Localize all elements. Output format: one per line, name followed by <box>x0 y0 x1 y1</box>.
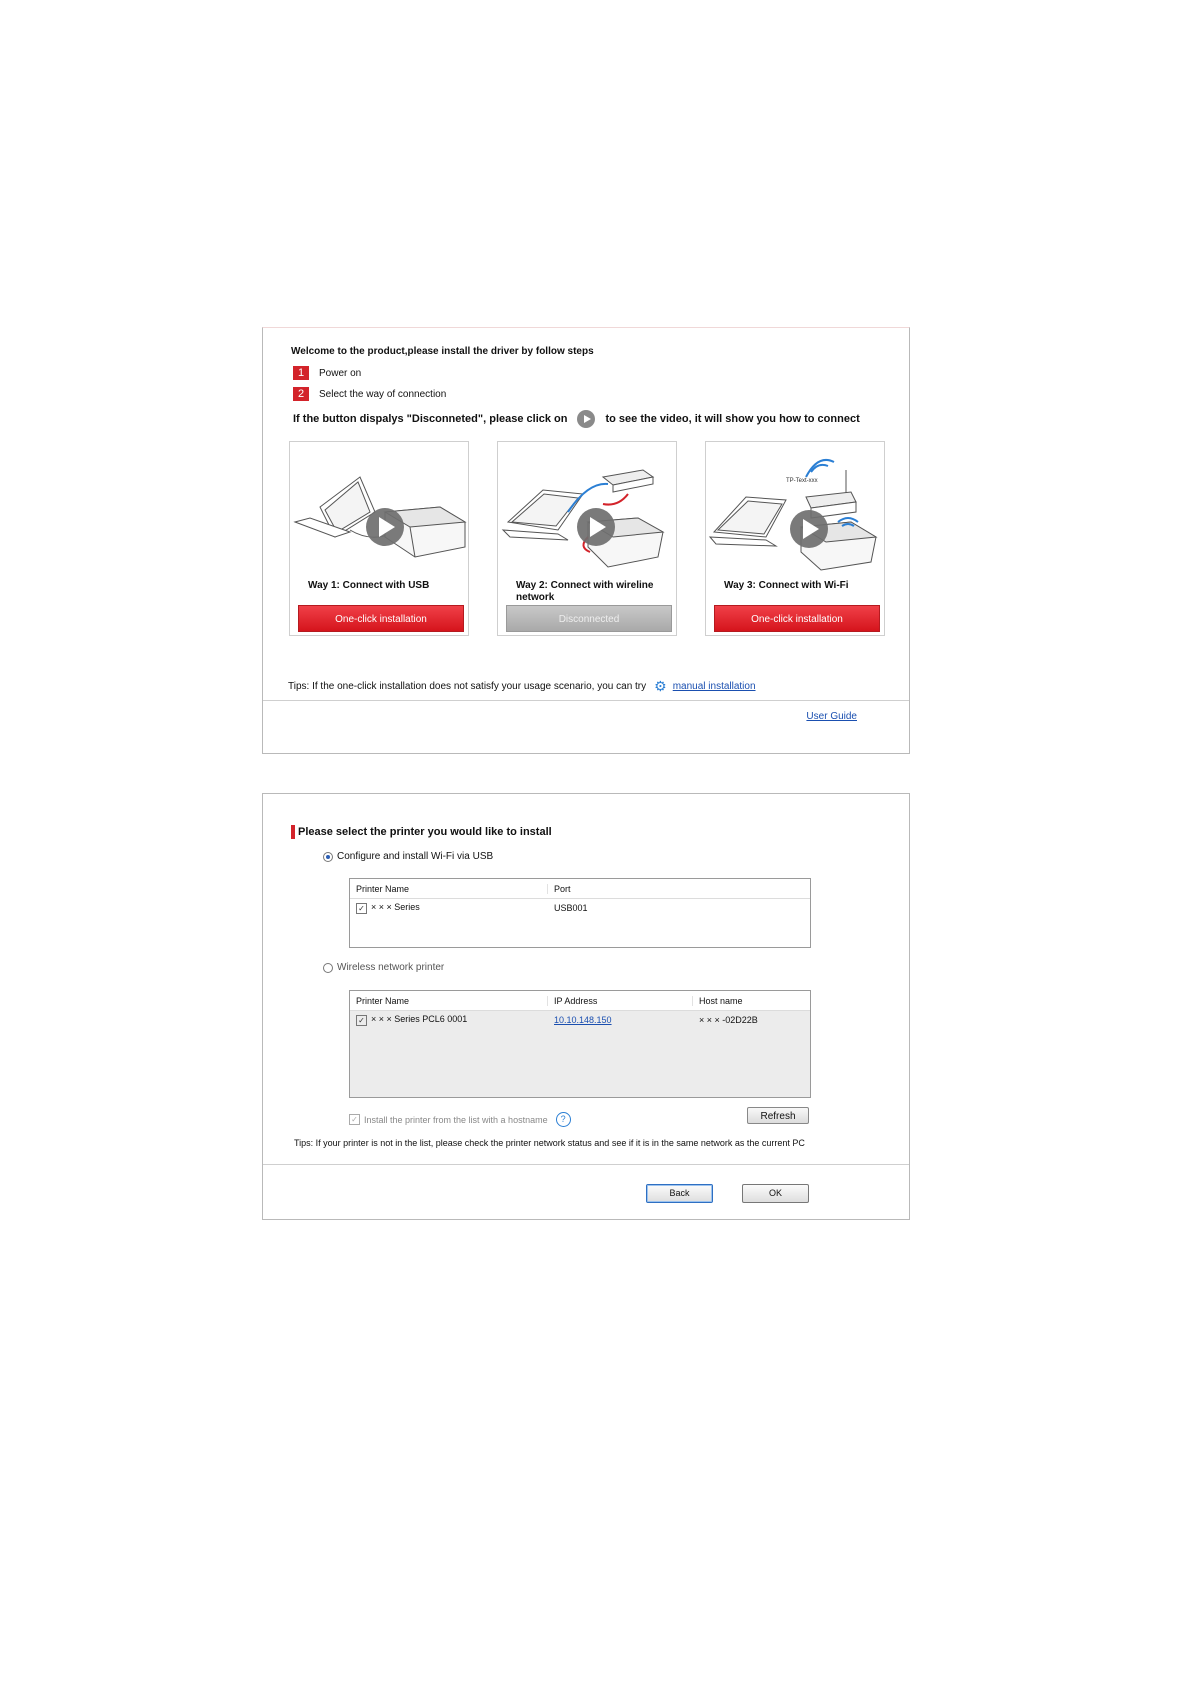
row-checkbox[interactable]: ✓ <box>356 903 367 914</box>
step-label: Select the way of connection <box>319 388 447 400</box>
user-guide-link[interactable]: User Guide <box>806 711 857 722</box>
video-play-button[interactable] <box>577 508 615 546</box>
laptop-router-printer-wired-illustration <box>498 442 678 577</box>
laptop-router-printer-wifi-illustration <box>706 442 886 577</box>
step-select-connection <box>293 387 446 401</box>
way-label: Way 3: Connect with Wi-Fi <box>724 580 849 591</box>
step-label: Power on <box>319 367 362 379</box>
disconnected-button[interactable]: Disconnected <box>506 605 672 632</box>
column-header-printer-name[interactable]: Printer Name <box>350 996 548 1006</box>
refresh-button[interactable]: Refresh <box>747 1107 809 1124</box>
column-header-host-name[interactable]: Host name <box>699 995 743 1006</box>
hint-text-after: to see the video, it will show you how to connect <box>605 413 860 425</box>
back-button[interactable]: Back <box>646 1184 713 1203</box>
hostname-checkbox[interactable]: ✓ <box>349 1114 360 1125</box>
title-accent-bar <box>291 825 295 839</box>
hint-text-before: If the button dispalys "Disconneted", please click on <box>293 413 568 425</box>
one-click-install-usb-button[interactable]: One-click installation <box>298 605 464 632</box>
printer-name-cell <box>350 1014 548 1025</box>
one-click-install-wifi-button[interactable]: One-click installation <box>714 605 880 632</box>
usb-printer-table <box>349 878 811 948</box>
port-cell: USB001 <box>554 903 588 913</box>
step-number-badge: 1 <box>293 366 309 380</box>
way-wired-card <box>497 441 677 636</box>
option-usb-radio[interactable] <box>323 851 493 862</box>
way-usb-card <box>289 441 469 636</box>
column-header-printer-name[interactable]: Printer Name <box>350 884 548 894</box>
step-power-on <box>293 366 361 380</box>
video-hint <box>293 410 860 428</box>
table-header <box>350 991 810 1011</box>
table-row[interactable] <box>350 899 810 917</box>
table-row[interactable] <box>350 1011 810 1029</box>
divider <box>263 1164 909 1165</box>
printer-name: × × × Series <box>371 902 420 913</box>
printer-name: × × × Series PCL6 0001 <box>371 1014 468 1025</box>
play-icon <box>577 410 595 428</box>
table-header <box>350 879 810 899</box>
option-label: Configure and install Wi-Fi via USB <box>337 851 494 862</box>
way-wifi-card <box>705 441 885 636</box>
way-label: Way 1: Connect with USB <box>308 580 430 591</box>
ok-button[interactable]: OK <box>742 1184 809 1203</box>
hostname-install-option[interactable] <box>349 1112 571 1127</box>
welcome-heading: Welcome to the product,please install the driver by follow steps <box>291 346 594 357</box>
option-label: Wireless network printer <box>337 962 445 973</box>
way-label: Way 2: Connect with wireline network <box>516 580 654 603</box>
video-play-button[interactable] <box>790 510 828 548</box>
help-icon[interactable]: ? <box>556 1112 571 1127</box>
router-label: TP-Text-xxx <box>786 478 818 484</box>
column-header-port[interactable]: Port <box>554 883 571 894</box>
hostname-option-label: Install the printer from the list with a hostname <box>364 1114 548 1125</box>
wireless-printer-table <box>349 990 811 1098</box>
page-title <box>291 825 552 839</box>
step-number-badge: 2 <box>293 387 309 401</box>
connection-method-dialog <box>262 327 910 754</box>
title-text: Please select the printer you would like to install <box>298 826 552 838</box>
manual-installation-link[interactable]: manual installation <box>672 681 756 692</box>
printer-list-tip: Tips: If your printer is not in the list, please check the printer network status and see if it is in the same network as the current PC <box>294 1138 805 1148</box>
printer-select-dialog <box>262 793 910 1220</box>
printer-name-cell <box>350 902 548 913</box>
column-header-ip-address[interactable]: IP Address <box>548 996 693 1006</box>
tip-text: Tips: If the one-click installation does not satisfy your usage scenario, you can try <box>288 681 647 692</box>
host-name-cell: × × × -02D22B <box>699 1015 758 1025</box>
laptop-printer-usb-illustration <box>290 442 470 577</box>
option-wireless-radio[interactable] <box>323 962 444 973</box>
row-checkbox[interactable]: ✓ <box>356 1015 367 1026</box>
gear-search-icon: ⚙ <box>654 678 667 694</box>
divider <box>263 700 909 701</box>
manual-install-tip <box>288 678 756 695</box>
radio-button[interactable] <box>323 852 333 862</box>
ip-address-link[interactable]: 10.10.148.150 <box>554 1015 612 1025</box>
video-play-button[interactable] <box>366 508 404 546</box>
radio-button[interactable] <box>323 963 333 973</box>
